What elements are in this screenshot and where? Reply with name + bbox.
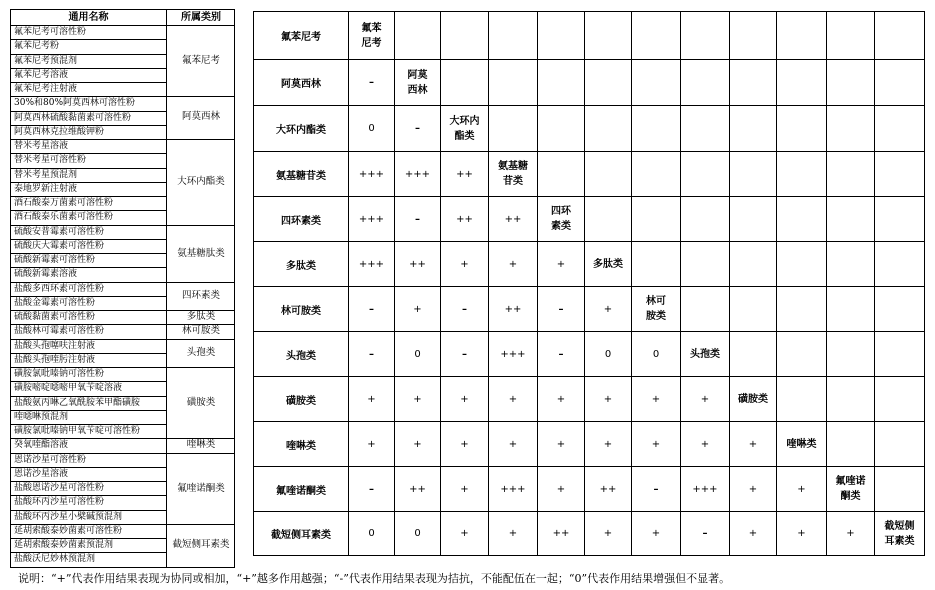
drug-name: 硫酸安普霉素可溶性粉 bbox=[14, 226, 105, 237]
interaction-cell: + bbox=[585, 287, 632, 332]
row-header: 大环内酯类 bbox=[254, 106, 349, 152]
drug-name: 恩诺沙星可溶性粉 bbox=[14, 454, 87, 465]
empty-cell bbox=[538, 12, 585, 60]
empty-cell bbox=[632, 242, 681, 287]
row-header: 截短侧耳素类 bbox=[254, 512, 349, 556]
drug-name: 磺胺氯吡嗪钠甲氧苄啶可溶性粉 bbox=[14, 426, 141, 436]
drug-name: 恩诺沙星溶液 bbox=[14, 468, 69, 479]
empty-cell bbox=[777, 242, 827, 287]
interaction-cell: ++ bbox=[489, 287, 538, 332]
drug-name: 硫酸庆大霉素可溶性粉 bbox=[14, 240, 105, 251]
empty-cell bbox=[730, 106, 777, 152]
drug-name: 磺胺氯吡嗪钠可溶性粉 bbox=[14, 369, 105, 379]
diagonal-label: 四环 素类 bbox=[538, 197, 585, 242]
empty-cell bbox=[730, 60, 777, 106]
matrix-row bbox=[254, 512, 925, 556]
interaction-cell: + bbox=[827, 512, 875, 556]
empty-cell bbox=[489, 12, 538, 60]
empty-cell bbox=[585, 60, 632, 106]
empty-cell bbox=[681, 12, 730, 60]
empty-cell bbox=[681, 60, 730, 106]
drug-name: 替米考星预混剂 bbox=[14, 169, 78, 180]
interaction-cell: – bbox=[349, 287, 395, 332]
category-label: 大环内酯类 bbox=[177, 176, 225, 187]
drug-name: 酒石酸泰乐菌素可溶性粉 bbox=[14, 212, 114, 223]
empty-cell bbox=[538, 60, 585, 106]
empty-cell bbox=[827, 377, 875, 422]
matrix-row bbox=[254, 106, 925, 152]
interaction-cell: ++ bbox=[489, 197, 538, 242]
interaction-cell: + bbox=[538, 242, 585, 287]
interaction-cell: + bbox=[441, 377, 489, 422]
empty-cell bbox=[777, 377, 827, 422]
empty-cell bbox=[730, 12, 777, 60]
drug-name: 延胡索酸泰妙菌素可溶性粉 bbox=[14, 525, 123, 536]
drug-name: 阿莫西林克拉维酸钾粉 bbox=[14, 126, 105, 137]
category-label: 四环素类 bbox=[181, 289, 220, 301]
interaction-cell: +++ bbox=[395, 152, 441, 197]
row-header: 四环素类 bbox=[254, 197, 349, 242]
drug-name: 盐酸林可霉素可溶性粉 bbox=[14, 326, 105, 337]
empty-cell bbox=[875, 377, 925, 422]
matrix-row bbox=[254, 332, 925, 377]
diagonal-label: 林可 胺类 bbox=[632, 287, 681, 332]
empty-cell bbox=[730, 242, 777, 287]
interaction-cell: + bbox=[632, 422, 681, 467]
row-header: 氟苯尼考 bbox=[254, 12, 349, 60]
interaction-cell: + bbox=[681, 377, 730, 422]
empty-cell bbox=[875, 60, 925, 106]
interaction-cell: ++ bbox=[441, 152, 489, 197]
interaction-cell: + bbox=[489, 242, 538, 287]
empty-cell bbox=[441, 12, 489, 60]
category-label: 喹啉类 bbox=[186, 439, 216, 451]
interaction-cell: + bbox=[632, 377, 681, 422]
empty-cell bbox=[730, 332, 777, 377]
category-label: 截短侧耳素类 bbox=[172, 538, 230, 550]
empty-cell bbox=[875, 287, 925, 332]
category-label: 阿莫西林 bbox=[181, 111, 220, 123]
drug-list-table bbox=[10, 9, 235, 568]
interaction-cell: + bbox=[681, 422, 730, 467]
matrix-row bbox=[254, 467, 925, 512]
empty-cell bbox=[827, 287, 875, 332]
empty-cell bbox=[441, 60, 489, 106]
drug-name: 盐酸沃尼妙林预混剂 bbox=[14, 554, 96, 565]
matrix-row bbox=[254, 60, 925, 106]
empty-cell bbox=[632, 152, 681, 197]
empty-cell bbox=[730, 287, 777, 332]
compatibility-table bbox=[253, 11, 925, 556]
empty-cell bbox=[730, 152, 777, 197]
empty-cell bbox=[827, 422, 875, 467]
drug-name: 癸氧喹酯溶液 bbox=[14, 440, 69, 451]
interaction-cell: ++ bbox=[395, 467, 441, 512]
interaction-cell: ++ bbox=[585, 467, 632, 512]
category-label: 氟喹诺酮类 bbox=[177, 482, 225, 494]
diagonal-label: 氨基糖 苷类 bbox=[489, 152, 538, 197]
empty-cell bbox=[538, 152, 585, 197]
compatibility-matrix bbox=[253, 11, 925, 556]
drug-name: 氟苯尼考溶液 bbox=[14, 69, 69, 80]
interaction-cell: + bbox=[395, 377, 441, 422]
drug-name: 盐酸氨丙啉乙氧酰胺苯甲酯磺胺 bbox=[14, 397, 141, 408]
interaction-cell: + bbox=[585, 512, 632, 556]
interaction-cell: 0 bbox=[349, 512, 395, 556]
empty-cell bbox=[632, 106, 681, 152]
interaction-cell: + bbox=[441, 512, 489, 556]
interaction-cell: + bbox=[441, 242, 489, 287]
drug-name: 硫酸新霉素溶液 bbox=[14, 269, 78, 280]
interaction-cell: – bbox=[632, 467, 681, 512]
category-label: 多肽类 bbox=[186, 311, 216, 322]
empty-cell bbox=[777, 12, 827, 60]
empty-cell bbox=[777, 332, 827, 377]
interaction-cell: + bbox=[730, 467, 777, 512]
diagonal-label: 大环内 酯类 bbox=[441, 106, 489, 152]
row-header: 氟喹诺酮类 bbox=[254, 467, 349, 512]
empty-cell bbox=[827, 106, 875, 152]
empty-cell bbox=[681, 106, 730, 152]
interaction-cell: – bbox=[681, 512, 730, 556]
interaction-cell: +++ bbox=[681, 467, 730, 512]
interaction-cell: – bbox=[395, 106, 441, 152]
header-category: 所属类别 bbox=[181, 12, 221, 23]
diagonal-label: 阿莫 西林 bbox=[395, 60, 441, 106]
empty-cell bbox=[827, 12, 875, 60]
diagonal-label: 截短侧 耳素类 bbox=[875, 512, 925, 556]
interaction-cell: +++ bbox=[349, 197, 395, 242]
interaction-cell: +++ bbox=[489, 467, 538, 512]
drug-name: 盐酸金霉素可溶性粉 bbox=[14, 297, 96, 308]
interaction-cell: + bbox=[632, 512, 681, 556]
empty-cell bbox=[777, 287, 827, 332]
interaction-cell: ++ bbox=[441, 197, 489, 242]
empty-cell bbox=[777, 152, 827, 197]
drug-name: 氟苯尼考注射液 bbox=[14, 84, 78, 94]
interaction-cell: – bbox=[441, 332, 489, 377]
diagonal-label: 头孢类 bbox=[681, 332, 730, 377]
matrix-row bbox=[254, 422, 925, 467]
empty-cell bbox=[681, 242, 730, 287]
interaction-cell: – bbox=[349, 467, 395, 512]
interaction-cell: + bbox=[730, 422, 777, 467]
drug-name: 硫酸黏菌素可溶性粉 bbox=[14, 312, 96, 322]
empty-cell bbox=[875, 197, 925, 242]
empty-cell bbox=[875, 12, 925, 60]
interaction-cell: + bbox=[777, 512, 827, 556]
interaction-cell: – bbox=[349, 332, 395, 377]
drug-name: 磺胺嘧啶噁嘧甲氧苄啶溶液 bbox=[14, 383, 123, 394]
interaction-cell: + bbox=[395, 422, 441, 467]
interaction-cell: + bbox=[777, 467, 827, 512]
interaction-cell: – bbox=[538, 287, 585, 332]
empty-cell bbox=[875, 332, 925, 377]
drug-name: 氟苯尼考粉 bbox=[14, 41, 60, 52]
empty-cell bbox=[489, 106, 538, 152]
interaction-cell: + bbox=[538, 422, 585, 467]
row-header: 氨基糖苷类 bbox=[254, 152, 349, 197]
drug-name: 氟苯尼考预混剂 bbox=[14, 55, 78, 66]
row-header: 林可胺类 bbox=[254, 287, 349, 332]
empty-cell bbox=[875, 152, 925, 197]
interaction-cell: + bbox=[349, 422, 395, 467]
empty-cell bbox=[681, 197, 730, 242]
category-label: 氟苯尼考 bbox=[181, 55, 220, 66]
interaction-cell: + bbox=[395, 287, 441, 332]
interaction-cell: ++ bbox=[538, 512, 585, 556]
matrix-row bbox=[254, 242, 925, 287]
interaction-cell: + bbox=[489, 422, 538, 467]
interaction-cell: + bbox=[349, 377, 395, 422]
drug-name: 盐酸头孢噻呋注射液 bbox=[14, 340, 96, 351]
empty-cell bbox=[395, 12, 441, 60]
header-generic-name: 通用名称 bbox=[68, 12, 109, 23]
interaction-cell: + bbox=[441, 422, 489, 467]
interaction-cell: 0 bbox=[395, 512, 441, 556]
footnote: 说明：“+”代表作用结果表现为协同或相加，“+”越多作用越强；“-”代表作用结果表现为拮抗，不能配伍在一起；“0”代表作用结果增强但不显著。 bbox=[18, 572, 731, 585]
drug-name: 氟苯尼考可溶性粉 bbox=[14, 27, 87, 37]
empty-cell bbox=[632, 197, 681, 242]
interaction-cell: 0 bbox=[349, 106, 395, 152]
interaction-cell: 0 bbox=[632, 332, 681, 377]
diagonal-label: 磺胺类 bbox=[730, 377, 777, 422]
interaction-cell: + bbox=[730, 512, 777, 556]
interaction-cell: + bbox=[585, 422, 632, 467]
row-header: 喹啉类 bbox=[254, 422, 349, 467]
drug-name: 盐酸环丙沙星可溶性粉 bbox=[14, 497, 105, 508]
interaction-cell: + bbox=[489, 512, 538, 556]
empty-cell bbox=[585, 152, 632, 197]
interaction-cell: 0 bbox=[395, 332, 441, 377]
matrix-row bbox=[254, 12, 925, 60]
interaction-cell: + bbox=[489, 377, 538, 422]
matrix-row bbox=[254, 197, 925, 242]
interaction-cell: – bbox=[441, 287, 489, 332]
drug-name: 盐酸环丙沙星小檗碱预混剂 bbox=[14, 511, 123, 522]
empty-cell bbox=[585, 197, 632, 242]
empty-cell bbox=[489, 60, 538, 106]
category-label: 林可胺类 bbox=[181, 325, 220, 337]
category-label: 磺胺类 bbox=[186, 397, 216, 408]
empty-cell bbox=[585, 106, 632, 152]
diagonal-label: 多肽类 bbox=[585, 242, 632, 287]
drug-name: 盐酸头孢喹肟注射液 bbox=[14, 354, 96, 365]
empty-cell bbox=[777, 106, 827, 152]
matrix-row bbox=[254, 377, 925, 422]
empty-cell bbox=[681, 287, 730, 332]
diagonal-label: 喹啉类 bbox=[777, 422, 827, 467]
interaction-cell: – bbox=[395, 197, 441, 242]
interaction-cell: + bbox=[538, 467, 585, 512]
row-header: 多肽类 bbox=[254, 242, 349, 287]
empty-cell bbox=[875, 467, 925, 512]
empty-cell bbox=[777, 60, 827, 106]
interaction-cell: + bbox=[585, 377, 632, 422]
empty-cell bbox=[632, 12, 681, 60]
empty-cell bbox=[827, 242, 875, 287]
empty-cell bbox=[827, 152, 875, 197]
interaction-cell: +++ bbox=[349, 242, 395, 287]
empty-cell bbox=[827, 197, 875, 242]
drug-name: 硫酸新霉素可溶性粉 bbox=[14, 255, 96, 265]
drug-name: 盐酸多西环素可溶性粉 bbox=[14, 283, 105, 294]
category-label: 氨基糖肽类 bbox=[177, 247, 225, 259]
interaction-cell: 0 bbox=[585, 332, 632, 377]
category-label: 头孢类 bbox=[186, 346, 216, 358]
drug-name: 延胡索酸泰妙菌素预混剂 bbox=[14, 540, 114, 550]
empty-cell bbox=[632, 60, 681, 106]
diagonal-label: 氟苯 尼考 bbox=[349, 12, 395, 60]
interaction-cell: +++ bbox=[349, 152, 395, 197]
matrix-row bbox=[254, 152, 925, 197]
drug-name: 替米考星溶液 bbox=[14, 141, 69, 151]
empty-cell bbox=[875, 422, 925, 467]
empty-cell bbox=[777, 197, 827, 242]
drug-name: 盐酸恩诺沙星可溶性粉 bbox=[14, 483, 105, 493]
drug-name: 阿莫西林硫酸黏菌素可溶性粉 bbox=[14, 112, 132, 123]
empty-cell bbox=[827, 332, 875, 377]
matrix-row bbox=[254, 287, 925, 332]
drug-name: 喹噁啉预混剂 bbox=[14, 411, 69, 422]
empty-cell bbox=[827, 60, 875, 106]
drug-name: 30%和80%阿莫西林可溶性粉 bbox=[14, 98, 136, 109]
row-header: 阿莫西林 bbox=[254, 60, 349, 106]
interaction-cell: + bbox=[538, 377, 585, 422]
drug-name: 酒石酸泰万菌素可溶性粉 bbox=[14, 198, 114, 208]
empty-cell bbox=[585, 12, 632, 60]
interaction-cell: – bbox=[349, 60, 395, 106]
empty-cell bbox=[875, 242, 925, 287]
empty-cell bbox=[875, 106, 925, 152]
diagonal-label: 氟喹诺 酮类 bbox=[827, 467, 875, 512]
interaction-cell: +++ bbox=[489, 332, 538, 377]
row-header: 头孢类 bbox=[254, 332, 349, 377]
empty-cell bbox=[681, 152, 730, 197]
drug-name: 泰地罗新注射液 bbox=[14, 183, 78, 194]
interaction-cell: + bbox=[441, 467, 489, 512]
empty-cell bbox=[730, 197, 777, 242]
interaction-cell: – bbox=[538, 332, 585, 377]
empty-cell bbox=[538, 106, 585, 152]
row-header: 磺胺类 bbox=[254, 377, 349, 422]
drug-name: 替米考星可溶性粉 bbox=[14, 155, 87, 166]
interaction-cell: ++ bbox=[395, 242, 441, 287]
